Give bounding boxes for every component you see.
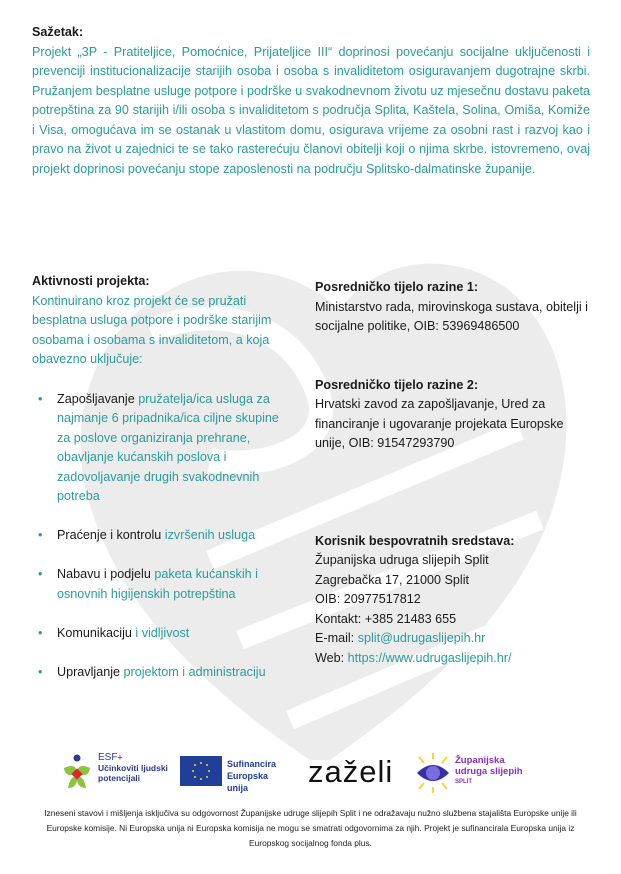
- body2-text: Hrvatski zavod za zapošljavanje, Ured za financiranje i ugovaranje projekata Europske unije, OIB: 91547293790: [315, 397, 564, 450]
- beneficiary-contact: Kontakt: +385 21483 655: [315, 611, 457, 626]
- body1-heading: Posredničko tijelo razine 1:: [315, 280, 479, 294]
- eu-line2: Europska unija: [227, 771, 269, 793]
- item-text: i vidljivost: [131, 625, 190, 640]
- activities-section: [32, 272, 292, 702]
- logo-bar: [60, 752, 530, 794]
- email-label: E-mail:: [315, 631, 358, 645]
- bullet-icon: •: [38, 664, 43, 679]
- intermediate-body-1: [315, 278, 595, 337]
- esf-text: ESF: [98, 752, 118, 763]
- summary-heading: Sažetak:: [32, 25, 84, 39]
- activities-list: [32, 390, 292, 683]
- eu-line1: Sufinancira: [227, 759, 277, 769]
- beneficiary-name: Županijska udruga slijepih Split: [315, 553, 489, 567]
- zus-line3: SPLIT: [455, 779, 473, 785]
- zazeli-logo: zaželi: [308, 754, 394, 789]
- body2-heading: Posredničko tijelo razine 2:: [315, 377, 479, 392]
- list-item: [32, 390, 292, 507]
- zus-logo: [415, 752, 535, 794]
- list-item: [32, 663, 292, 683]
- item-lead: Praćenje i kontrolu: [57, 528, 162, 542]
- summary-text: Projekt „3P - Pratiteljice, Pomoćnice, Prijateljice III“ doprinosi povećanju socijalne uključenosti i prevenciji institucionalizacije starijih osoba i osoba s invaliditetom osiguravanjem dugotrajne skrbi. Pružanjem besplatne usluge potpore i podrške u svakodnevnom životu uz mjesečnu dostavu paketa potrepština za 90 starijih i/ili osoba s invaliditetom s područja Splita, Kaštela, Solina, Omiša, Komiže i Visa, omogućava im se ostanak u vlastitom domu, osigurava vrijeme za osobni rast i razvoj kao i pravo na život u zajednici te se tako rasterećuju članovi obitelji koji o njima skrbe. istovremeno, ovaj projekt doprinosi povećanju stope zaposlenosti na području Splitsko-dalmatinske županije.: [32, 44, 590, 176]
- item-text: pružatelja/ica usluga za najmanje 6 pripadnika/ica ciljne skupine za poslove organiziranja prehrane, obavljanje kućanskih poslova i zadovoljavanje drugih svakodnevnih potreba: [57, 391, 279, 503]
- info-column: [315, 278, 595, 668]
- summary-section: [32, 23, 590, 179]
- beneficiary-oib: OIB: 20977517812: [315, 592, 421, 606]
- activities-intro: Kontinuirano kroz projekt će se pružati besplatna usluga potpore i podrške starijim osobama i osobama s invaliditetom, a koja obavezno uključuje:: [32, 293, 272, 366]
- esf-line3: potencijali: [98, 773, 141, 783]
- list-item: [32, 565, 292, 604]
- esf-line2: Učinkoviti ljudski: [98, 763, 168, 773]
- item-lead: Komunikaciju: [57, 625, 132, 640]
- bullet-icon: •: [38, 567, 43, 581]
- item-text: projektom i administraciju: [120, 664, 266, 679]
- list-item: [32, 526, 292, 546]
- disclaimer: Izneseni stavovi i mišljenja isključiva su odgovornost Županijske udruge slijepih Split i ne odražavaju nužno službena stajališta Europske unije ili Europske komisije. Ni Europska unija ni Europska komisija ne mogu se smatrati odgovornima za njih. Projekt je sufinancirala Europska unija iz Europskog socijalnog fonda plus.: [44, 808, 577, 848]
- esf-flower-icon: [60, 754, 94, 794]
- body1-text: Ministarstvo rada, mirovinskoga sustava, obitelji i socijalne politike, OIB: 53969486500: [315, 299, 588, 333]
- item-lead: Nabavu i podjelu: [57, 567, 151, 581]
- beneficiary-heading: Korisnik bespovratnih sredstava:: [315, 533, 515, 548]
- eye-icon: [415, 753, 451, 793]
- web-link[interactable]: https://www.udrugaslijepih.hr/: [347, 650, 512, 665]
- zus-line1: Županijska: [455, 755, 505, 766]
- bullet-icon: •: [38, 528, 43, 542]
- esf-logo: [60, 752, 170, 794]
- intermediate-body-2: [315, 376, 595, 454]
- beneficiary-address: Zagrebačka 17, 21000 Split: [315, 572, 470, 587]
- bullet-icon: •: [38, 625, 43, 640]
- email-link[interactable]: split@udrugaslijepih.hr: [357, 631, 486, 645]
- item-lead: Zapošljavanje: [57, 391, 135, 406]
- item-lead: Upravljanje: [57, 664, 120, 679]
- item-text: izvršenih usluga: [161, 528, 256, 542]
- activities-heading: Aktivnosti projekta:: [32, 274, 150, 288]
- beneficiary: [315, 532, 595, 669]
- esf-plus: +: [117, 752, 123, 762]
- eu-logo: [180, 752, 290, 794]
- bullet-icon: •: [38, 391, 43, 406]
- eu-flag-icon: [180, 756, 222, 786]
- list-item: [32, 624, 292, 644]
- item-text: paketa kućanskih i osnovnih higijenskih potrepština: [57, 567, 258, 601]
- zus-line2: udruga slijepih: [455, 766, 523, 777]
- web-label: Web:: [315, 650, 348, 665]
